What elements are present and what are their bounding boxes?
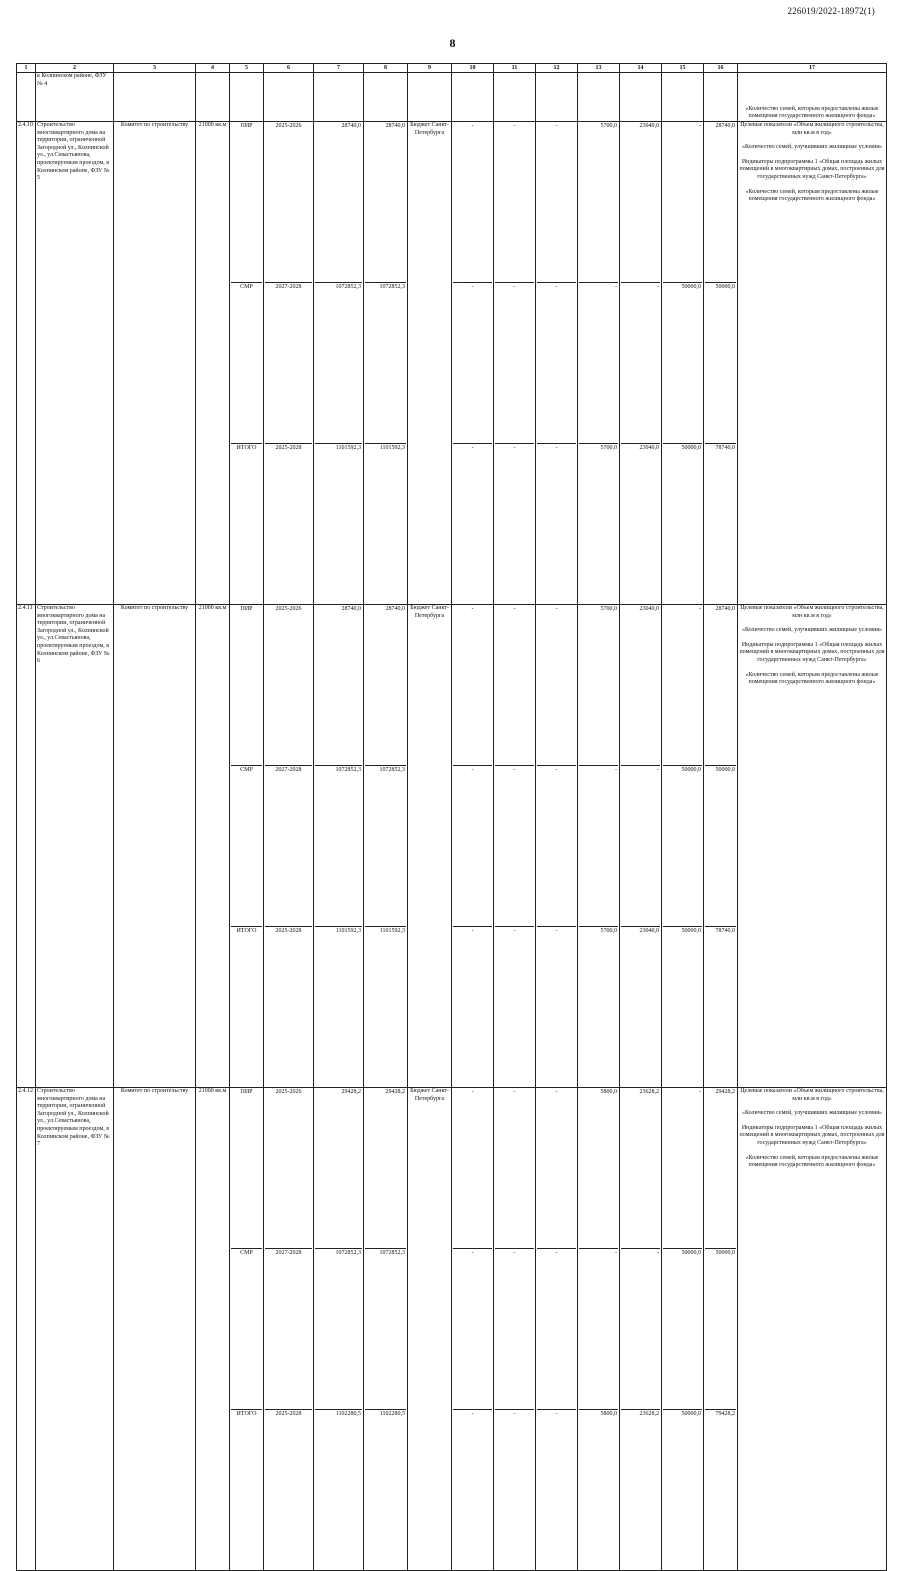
- cell-year-col16-value: 50000,0: [705, 283, 736, 444]
- cell-year-col15-value: 50000,0: [681, 1411, 701, 1417]
- cell-year-col16-value: 28740,0: [705, 122, 736, 283]
- cell-source: Бюджет Санкт-Петербурга: [408, 1088, 452, 1571]
- cell-total-cost-value: 1102280,5: [335, 1411, 361, 1417]
- cell-year-col10: [452, 1088, 494, 1571]
- cell-total-cost-value: 28740,0: [315, 605, 362, 766]
- cell-year-col12-value: -: [537, 1088, 576, 1249]
- cell-year-col13-value: 5800,0: [579, 1088, 618, 1249]
- indicator-gap: [739, 182, 885, 189]
- cell-year-col15-value: -: [663, 605, 702, 766]
- col-header-2: 2: [36, 64, 114, 73]
- indicator-gap: [739, 152, 885, 159]
- col-header-13: 13: [578, 64, 620, 73]
- cell-year-col15-value: 50000,0: [663, 1249, 702, 1410]
- cell-num: 2.4.12: [17, 1088, 36, 1571]
- cell-budget-cost-value: 29428,2: [365, 1088, 406, 1249]
- cell-year-col14-value: 23628,2: [639, 1411, 659, 1417]
- document-number: 226019/2022-18972(1): [787, 6, 875, 16]
- cell-stage-value: ПИР: [231, 122, 262, 283]
- cell-stage-value: ИТОГО: [236, 445, 257, 451]
- cell-period-value: 2027-2028: [265, 1249, 312, 1410]
- cell-year-col11-value: -: [513, 445, 516, 451]
- cell-empty: [452, 73, 494, 122]
- cell-period-value: 2025-2026: [265, 605, 312, 766]
- cell-source: Бюджет Санкт-Петербурга: [408, 122, 452, 605]
- col-header-1: 1: [17, 64, 36, 73]
- cell-year-col14-value: -: [621, 283, 660, 444]
- cell-stage-value: СМР: [231, 1249, 262, 1410]
- cell-year-col10-value: -: [471, 445, 474, 451]
- cell-num: 2.4.11: [17, 605, 36, 1088]
- cell-budget-cost: [364, 1088, 408, 1571]
- cell-empty: [620, 73, 662, 122]
- cell-empty: [408, 73, 452, 122]
- cell-year-col14-value: 23628,2: [621, 1088, 660, 1249]
- cell-year-col13-value: 5700,0: [579, 122, 618, 283]
- cell-year-col11-value: -: [513, 1411, 516, 1417]
- col-header-9: 9: [408, 64, 452, 73]
- cell-year-col14-value: -: [621, 766, 660, 927]
- cell-year-col10-value: -: [453, 283, 492, 444]
- indicator-text: «Количество семей, которым предоставлены жилые помещения государственного жилищного фонда»: [745, 188, 879, 203]
- cell-indicators: [738, 73, 887, 122]
- indicator-text: Целевые показатели «Объем жилищного строительства, млн кв.м в год»: [740, 1088, 884, 1102]
- col-header-7: 7: [314, 64, 364, 73]
- cell-stage: [230, 605, 264, 1088]
- cell-indicators: [738, 605, 887, 1088]
- table-row-continued: [17, 73, 887, 122]
- cell-stage-value: ПИР: [231, 605, 262, 766]
- indicator-text: Целевые показатели «Объем жилищного строительства, млн кв.м в год»: [740, 122, 884, 136]
- cell-year-col15-value: 50000,0: [681, 928, 701, 934]
- cell-year-col13-value: -: [579, 1249, 618, 1410]
- cell-year-col11: [494, 122, 536, 605]
- cell-year-col11-value: -: [495, 1249, 534, 1410]
- cell-empty: [314, 73, 364, 122]
- cell-stage-value: СМР: [231, 766, 262, 927]
- cell-empty: [114, 73, 196, 122]
- indicator-gap: [739, 635, 885, 642]
- col-header-5: 5: [230, 64, 264, 73]
- col-header-6: 6: [264, 64, 314, 73]
- cell-num: 2.4.10: [17, 122, 36, 605]
- program-table: [16, 63, 887, 1571]
- indicator-text: Целевые показатели «Объем жилищного строительства, млн кв.м в год»: [740, 605, 884, 619]
- cell-stage-value: ИТОГО: [236, 1411, 257, 1417]
- cell-budget-cost-value: 28740,0: [365, 122, 406, 283]
- col-header-4: 4: [196, 64, 230, 73]
- cell-empty: [230, 73, 264, 122]
- cell-year-col16: [704, 1088, 738, 1571]
- cell-empty: [704, 73, 738, 122]
- table-row: [17, 1088, 887, 1571]
- indicator-text: Индикаторы подпрограммы 1 «Общая площадь жилых помещений в многоквартирных домах, построенных для государственных нужд Санкт-Петербурга»: [739, 1124, 885, 1146]
- cell-empty: [578, 73, 620, 122]
- col-header-15: 15: [662, 64, 704, 73]
- cell-year-col11: [494, 1088, 536, 1571]
- cell-name: Строительство многоквартирного дома на территории, ограниченной Загородной ул., Колпинской ул., ул.Севастьянова, проектируемым проездом, в Колпинском районе, ФЗУ № 5: [36, 122, 114, 605]
- cell-year-col14-value: 23040,0: [621, 605, 660, 766]
- cell-year-col12-value: -: [537, 122, 576, 283]
- cell-year-col12: [536, 122, 578, 605]
- cell-year-col14-value: -: [621, 1249, 660, 1410]
- cell-year-col14-value: 23040,0: [639, 445, 659, 451]
- cell-total-cost-value: 29428,2: [315, 1088, 362, 1249]
- col-header-16: 16: [704, 64, 738, 73]
- cell-year-col16-value: 50000,0: [705, 766, 736, 927]
- indicator-text: Индикаторы подпрограммы 1 «Общая площадь жилых помещений в многоквартирных домах, построенных для государственных нужд Санкт-Петербурга»: [739, 641, 885, 663]
- cell-period-value: 2027-2028: [265, 283, 312, 444]
- cell-year-col11: [494, 605, 536, 1088]
- cell-year-col13: [578, 1088, 620, 1571]
- cell-total-cost-value: 1101592,3: [335, 928, 361, 934]
- cell-year-col15-value: 50000,0: [663, 766, 702, 927]
- cell-budget-cost-value: 1072852,3: [365, 766, 406, 927]
- col-header-17: 17: [738, 64, 887, 73]
- cell-period: [264, 1088, 314, 1571]
- table-row: [17, 122, 887, 605]
- col-header-8: 8: [364, 64, 408, 73]
- cell-year-col15-value: 50000,0: [663, 283, 702, 444]
- cell-year-col15: [662, 122, 704, 605]
- cell-year-col13: [578, 605, 620, 1088]
- indicator-text: «Количество семей, которым предоставлены жилые помещения государственного жилищного фонда»: [745, 671, 879, 686]
- cell-year-col16-value: 78740,0: [715, 928, 735, 934]
- cell-year-col14: [620, 122, 662, 605]
- cell-year-col11-value: -: [513, 928, 516, 934]
- cell-year-col12-value: -: [537, 766, 576, 927]
- cell-executor: Комитет по строительству: [114, 122, 196, 605]
- cell-year-col16-value: 78740,0: [715, 445, 735, 451]
- cell-period-value: 2027-2028: [265, 766, 312, 927]
- cell-capacity: 21000 кв.м: [196, 122, 230, 605]
- cell-budget-cost: [364, 605, 408, 1088]
- cell-executor: Комитет по строительству: [114, 605, 196, 1088]
- cell-source: Бюджет Санкт-Петербурга: [408, 605, 452, 1088]
- cell-total-cost-value: 28740,0: [315, 122, 362, 283]
- indicator-gap: [739, 1148, 885, 1155]
- cell-year-col10-value: -: [453, 605, 492, 766]
- cell-year-col11-value: -: [495, 283, 534, 444]
- cell-indicators: [738, 1088, 887, 1571]
- cell-year-col14-value: 23040,0: [621, 122, 660, 283]
- cell-empty: [264, 73, 314, 122]
- cell-executor: Комитет по строительству: [114, 1088, 196, 1571]
- cell-capacity: 21000 кв.м: [196, 605, 230, 1088]
- cell-empty: [364, 73, 408, 122]
- indicator-text: «Количество семей, улучшивших жилищные условия»: [741, 1110, 883, 1117]
- cell-year-col13-value: 5700,0: [600, 445, 617, 451]
- cell-period-value: 2025-2026: [265, 122, 312, 283]
- cell-budget-cost-value: 1101592,3: [379, 445, 405, 451]
- cell-year-col14-value: 23040,0: [639, 928, 659, 934]
- cell-year-col15-value: -: [663, 1088, 702, 1249]
- cell-year-col10-value: -: [453, 1249, 492, 1410]
- cell-total-cost-value: 1072852,3: [315, 766, 362, 927]
- cell-total-cost-value: 1072852,3: [315, 1249, 362, 1410]
- cell-year-col16-value: 28740,0: [705, 605, 736, 766]
- cell-budget-cost-value: 1101592,3: [379, 928, 405, 934]
- cell-year-col14: [620, 605, 662, 1088]
- cell-period: [264, 605, 314, 1088]
- cell-empty: [196, 73, 230, 122]
- cell-budget-cost-value: 28740,0: [365, 605, 406, 766]
- indicator-text: «Количество семей, которым предоставлены жилые помещения государственного жилищного фонда»: [745, 1154, 879, 1169]
- cell-year-col10: [452, 122, 494, 605]
- cell-indicators: [738, 122, 887, 605]
- cell-year-col12: [536, 1088, 578, 1571]
- col-header-10: 10: [452, 64, 494, 73]
- cell-budget-cost-value: 1072852,3: [365, 1249, 406, 1410]
- cell-year-col16-value: 79428,2: [715, 1411, 735, 1417]
- cell-year-col12-value: -: [537, 1249, 576, 1410]
- cell-year-col12-value: -: [555, 445, 558, 451]
- cell-total-cost: [314, 1088, 364, 1571]
- cell-year-col16-value: 29428,2: [705, 1088, 736, 1249]
- cell-total-cost-value: 1101592,3: [335, 445, 361, 451]
- cell-year-col11-value: -: [495, 605, 534, 766]
- page-number: 8: [449, 36, 456, 50]
- col-header-3: 3: [114, 64, 196, 73]
- cell-year-col11-value: -: [495, 1088, 534, 1249]
- cell-year-col11-value: -: [495, 122, 534, 283]
- indicator-text: «Количество семей, которым предоставлены жилые помещения государственного жилищного фонда»: [745, 105, 879, 120]
- cell-year-col13-value: -: [579, 766, 618, 927]
- cell-period-value: 2025-2028: [275, 445, 302, 451]
- indicator-gap: [739, 1118, 885, 1125]
- cell-year-col10: [452, 605, 494, 1088]
- cell-year-col13: [578, 122, 620, 605]
- col-header-11: 11: [494, 64, 536, 73]
- cell-year-col12: [536, 605, 578, 1088]
- indicator-text: «Количество семей, улучшивших жилищные условия»: [741, 144, 883, 151]
- cell-year-col13-value: 5700,0: [579, 605, 618, 766]
- cell-empty: [494, 73, 536, 122]
- cell-empty: [662, 73, 704, 122]
- cell-year-col16: [704, 122, 738, 605]
- cell-stage: [230, 1088, 264, 1571]
- cell-year-col15-value: 50000,0: [681, 445, 701, 451]
- column-number-row: [17, 64, 887, 73]
- cell-year-col12-value: -: [537, 283, 576, 444]
- cell-total-cost: [314, 605, 364, 1088]
- indicator-gap: [739, 665, 885, 672]
- cell-total-cost-value: 1072852,3: [315, 283, 362, 444]
- cell-budget-cost-value: 1102280,5: [379, 1411, 405, 1417]
- cell-year-col13-value: -: [579, 283, 618, 444]
- cell-year-col16: [704, 605, 738, 1088]
- cell-year-col14: [620, 1088, 662, 1571]
- cell-year-col11-value: -: [495, 766, 534, 927]
- table-row: [17, 605, 887, 1088]
- cell-year-col10-value: -: [471, 928, 474, 934]
- cell-budget-cost: [364, 122, 408, 605]
- cell-year-col10-value: -: [471, 1411, 474, 1417]
- cell-year-col16-value: 50000,0: [705, 1249, 736, 1410]
- cell-stage-value: ПИР: [231, 1088, 262, 1249]
- cell-empty: [536, 73, 578, 122]
- indicator-text: Индикаторы подпрограммы 1 «Общая площадь жилых помещений в многоквартирных домах, построенных для государственных нужд Санкт-Петербурга»: [739, 158, 885, 180]
- cell-stage: [230, 122, 264, 605]
- cell-total-cost: [314, 122, 364, 605]
- cell-year-col13-value: 5700,0: [600, 928, 617, 934]
- indicator-text: «Количество семей, улучшивших жилищные условия»: [741, 627, 883, 634]
- cell-year-col12-value: -: [555, 1411, 558, 1417]
- cell-num: [17, 73, 36, 122]
- cell-year-col12-value: -: [555, 928, 558, 934]
- cell-period: [264, 122, 314, 605]
- cell-capacity: 21000 кв.м: [196, 1088, 230, 1571]
- cell-year-col12-value: -: [537, 605, 576, 766]
- cell-budget-cost-value: 1072852,3: [365, 283, 406, 444]
- cell-year-col15: [662, 605, 704, 1088]
- cell-year-col15-value: -: [663, 122, 702, 283]
- cell-year-col10-value: -: [453, 122, 492, 283]
- cell-year-col10-value: -: [453, 766, 492, 927]
- cell-period-value: 2025-2026: [265, 1088, 312, 1249]
- cell-name: Строительство многоквартирного дома на территории, ограниченной Загородной ул., Колпинской ул., ул.Севастьянова, проектируемым проездом, в Колпинском районе, ФЗУ № 7: [36, 1088, 114, 1571]
- cell-year-col15: [662, 1088, 704, 1571]
- col-header-14: 14: [620, 64, 662, 73]
- cell-stage-value: ИТОГО: [236, 928, 257, 934]
- col-header-12: 12: [536, 64, 578, 73]
- cell-name: в Колпинском районе, ФЗУ № 4: [36, 73, 114, 122]
- cell-year-col10-value: -: [453, 1088, 492, 1249]
- cell-period-value: 2025-2028: [275, 928, 302, 934]
- cell-name: Строительство многоквартирного дома на территории, ограниченной Загородной ул., Колпинской ул., ул.Севастьянова, проектируемым проездом, в Колпинском районе, ФЗУ № 6: [36, 605, 114, 1088]
- cell-period-value: 2025-2028: [275, 1411, 302, 1417]
- cell-stage-value: СМР: [231, 283, 262, 444]
- cell-year-col13-value: 5800,0: [600, 1411, 617, 1417]
